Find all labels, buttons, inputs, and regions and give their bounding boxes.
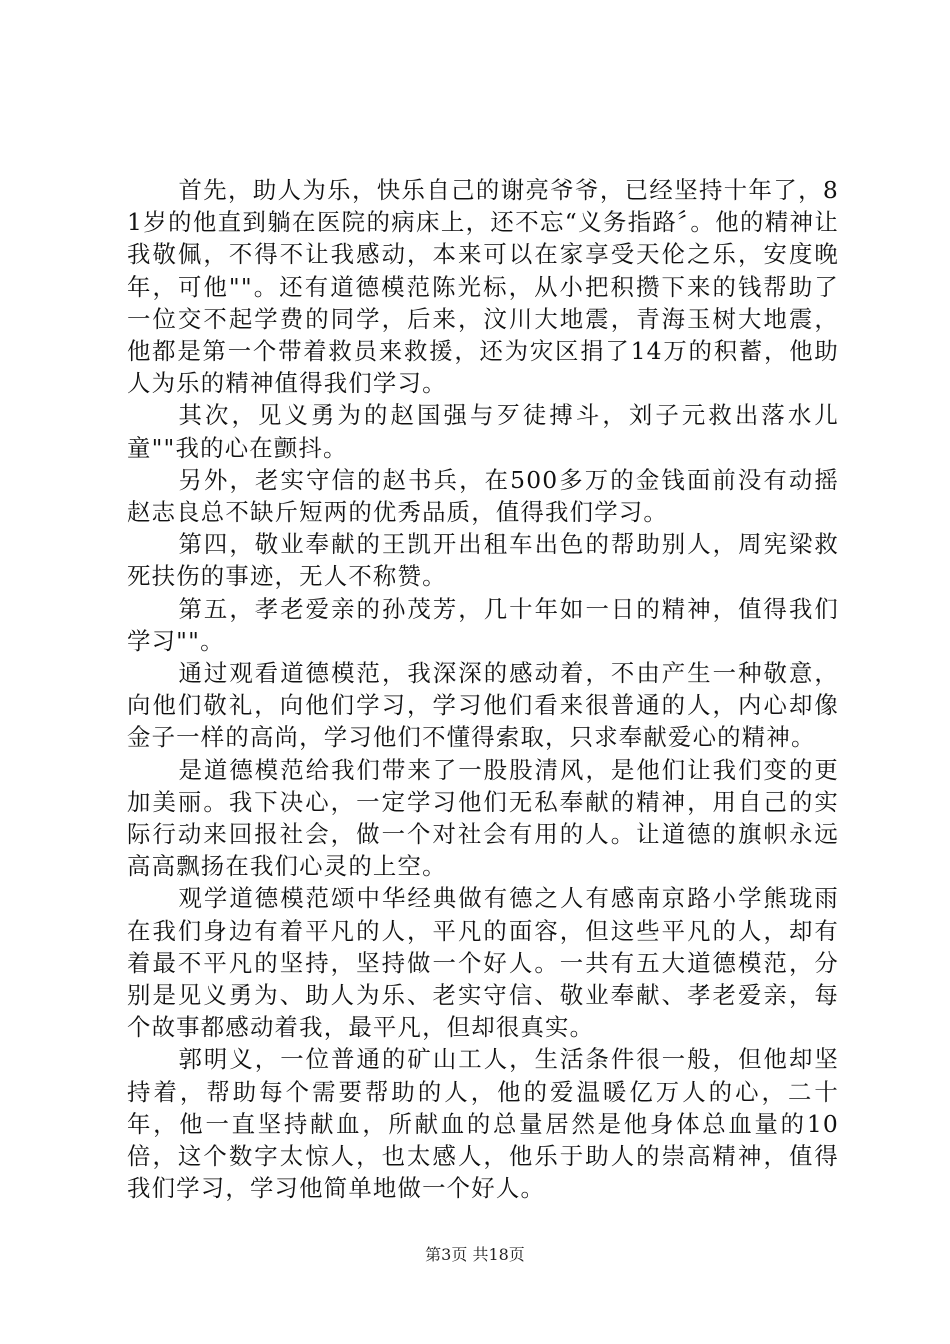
paragraph-1: 首先，助人为乐，快乐自己的谢亮爷爷，已经坚持十年了，81岁的他直到躺在医院的病床上，还不忘“义务指路〞。他的精神让我敬佩，不得不让我感动，本来可以在家享受天伦之乐，安度晚年，可他""。还有道德模范陈光标，从小把积攒下来的钱帮助了一位交不起学费的同学，后来，汶川大地震，青海玉树大地震，他都是第一个带着救员来救援，还为灾区捐了14万的积蓄，他助人为乐的精神值得我们学习。 bbox=[127, 176, 839, 398]
paragraph-2: 其次，见义勇为的赵国强与歹徒搏斗，刘子元救出落水儿童""我的心在颤抖。 bbox=[127, 401, 839, 462]
paragraph-5: 第五，孝老爱亲的孙茂芳，几十年如一日的精神，值得我们学习""。 bbox=[127, 594, 839, 655]
paragraph-4: 第四，敬业奉献的王凯开出租车出色的帮助别人，周宪梁救死扶伤的事迹，无人不称赞。 bbox=[127, 530, 839, 591]
paragraph-7: 是道德模范给我们带来了一股股清风，是他们让我们变的更加美丽。我下决心，一定学习他们无私奉献的精神，用自己的实际行动来回报社会，做一个对社会有用的人。让道德的旗帜永远高高飘扬在我们心灵的上空。 bbox=[127, 755, 839, 881]
paragraph-9: 郭明义，一位普通的矿山工人，生活条件很一般，但他却坚持着，帮助每个需要帮助的人，他的爱温暖亿万人的心，二十年，他一直坚持献血，所献血的总量居然是他身体总血量的10倍，这个数字太惊人，也太感人，他乐于助人的崇高精神，值得我们学习，学习他简单地做一个好人。 bbox=[127, 1045, 839, 1203]
paragraph-3: 另外，老实守信的赵书兵，在500多万的金钱面前没有动摇赵志良总不缺斤短两的优秀品质，值得我们学习。 bbox=[127, 465, 839, 527]
paragraph-8: 观学道德模范颂中华经典做有德之人有感南京路小学熊珑雨在我们身边有着平凡的人，平凡的面容，但这些平凡的人，却有着最不平凡的坚持，坚持做一个好人。一共有五大道德模范，分别是见义勇为、助人为乐、老实守信、敬业奉献、孝老爱亲，每个故事都感动着我，最平凡，但却很真实。 bbox=[127, 884, 839, 1042]
document-body bbox=[127, 174, 839, 1205]
paragraph-6: 通过观看道德模范，我深深的感动着，不由产生一种敬意，向他们敬礼，向他们学习，学习他们看来很普通的人，内心却像金子一样的高尚，学习他们不懂得索取，只求奉献爱心的精神。 bbox=[127, 659, 839, 752]
page-footer: 第3页 共18页 bbox=[425, 1245, 525, 1264]
